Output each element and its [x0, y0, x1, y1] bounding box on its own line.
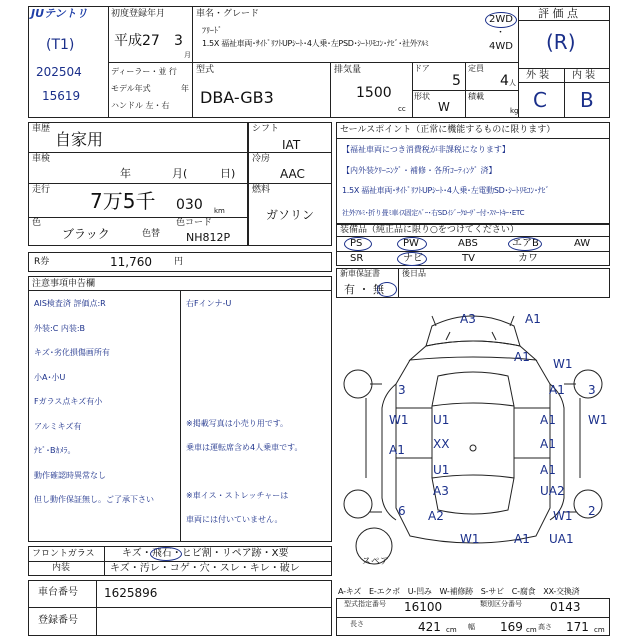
damage-mark: 3	[588, 383, 596, 397]
color-code: NH812P	[186, 231, 231, 244]
displacement-label: 排気量	[334, 65, 362, 75]
shape-value: W	[438, 100, 450, 114]
note-left-7: 動作確認時異常なし	[34, 470, 106, 480]
notes-title: 注意事項申告欄	[32, 279, 96, 289]
note-right-8: ※車イス・ストレッチャーは	[186, 491, 289, 500]
damage-mark: W1	[460, 532, 480, 546]
car-damage-diagram	[336, 298, 610, 568]
dealer-model-year-unit: 年	[181, 84, 189, 93]
load-unit: kg	[510, 107, 519, 115]
color-change-label: 色替	[142, 229, 161, 239]
width-unit: cm	[526, 626, 537, 634]
note-left-3: 小A･小U	[34, 372, 66, 382]
capacity-unit: 人	[509, 79, 516, 87]
model-name: ﾌﾘｰﾄﾞ	[202, 26, 222, 35]
capacity-value: 4	[500, 73, 509, 89]
length-value: 421	[418, 620, 441, 634]
damage-mark: W1	[588, 413, 608, 427]
displacement-value: 1500	[356, 85, 392, 101]
length-unit: cm	[446, 626, 457, 634]
displacement-unit: cc	[398, 105, 406, 113]
drive-dot: ・	[496, 28, 506, 38]
class-number-label: 類別区分番号	[480, 600, 522, 608]
equip-abs: ABS	[458, 238, 478, 249]
type-number-value: 16100	[404, 600, 443, 614]
equipment-title: 装備品（純正品に限り○をつけてください）	[340, 225, 519, 235]
equip-ps-circle	[344, 237, 372, 251]
damage-mark: A3	[433, 484, 449, 498]
note-left-4: Fガラス点キズ有小	[34, 397, 103, 406]
equip-pw: PW	[403, 238, 419, 249]
equip-sr: SR	[350, 253, 364, 264]
equip-leather: カワ	[518, 253, 538, 264]
warranty-label: 新車保証書	[340, 269, 380, 278]
damage-mark: W1	[553, 357, 573, 371]
damage-mark: 2	[588, 504, 596, 518]
score-label: 評 価 点	[538, 7, 578, 20]
recycle-unit: 円	[174, 257, 184, 267]
stone-chip-circle	[150, 547, 182, 561]
color-value: ブラック	[62, 227, 110, 241]
equip-navi-circle	[397, 252, 427, 266]
damage-mark: A1	[514, 532, 530, 546]
score-value: (R)	[546, 30, 576, 54]
note-left-6: ﾅﾋﾞ･Bｶﾒﾗ｡	[34, 446, 72, 455]
usage-label: 車歴	[32, 124, 51, 134]
damage-mark: UA1	[549, 532, 574, 546]
doors-label: ドア	[414, 64, 430, 73]
mileage-unit: km	[214, 207, 225, 215]
shift-value: IAT	[282, 138, 301, 152]
height-label: 高さ	[538, 623, 552, 631]
damage-mark: A3	[460, 312, 476, 326]
inspection-year: 年	[120, 167, 131, 180]
sales-points-title: セールスポイント（正常に機能するものに限ります）	[340, 125, 556, 135]
lot-code-1: 202504	[36, 65, 82, 79]
rear-item-label: 後日品	[402, 269, 426, 278]
dealer-line-1: ディーラー・並 行	[111, 67, 177, 76]
damage-mark: A1	[514, 350, 530, 364]
equip-aw: AW	[574, 238, 591, 249]
mileage-label: 走行	[32, 185, 51, 195]
equip-navi: ナビ	[403, 253, 423, 264]
width-value: 169	[500, 620, 523, 634]
inspection-label: 車検	[32, 154, 51, 164]
interior-score: B	[580, 88, 594, 112]
equip-pw-circle	[397, 237, 427, 251]
damage-mark: A1	[540, 413, 556, 427]
note-right-9: 車両には付いていません。	[186, 515, 283, 524]
warranty-value: 有 ・ 無	[344, 283, 384, 296]
ac-label: 冷房	[252, 154, 271, 164]
registration-month-unit: 月	[184, 51, 191, 59]
warranty-none-circle	[377, 282, 397, 297]
damage-mark: UA2	[540, 484, 565, 498]
dealer-model-year-label: モデル年式	[111, 84, 151, 93]
note-right-6: 乗車は運転席含め4人乗車です。	[186, 443, 303, 452]
height-value: 171	[566, 620, 589, 634]
model-label: 車名・グレード	[196, 9, 260, 19]
equip-ps: PS	[350, 238, 363, 249]
lot-prefix: (T1)	[46, 37, 75, 53]
model-grade: 1.5X 福祉車両･ｻｲﾄﾞﾘﾌﾄUPｼｰﾄ･4人乗･左PSD･ｼｰﾄﾘﾓｺﾝ･ﾅﾋﾞ･社外ｱﾙﾐ	[202, 39, 429, 48]
chassis-label: 車台番号	[38, 587, 78, 598]
note-left-8: 但し動作保証無し。ご了承下さい	[34, 495, 154, 504]
mileage-value: 7万5千	[90, 189, 156, 213]
type-label: 型式	[196, 65, 215, 75]
front-glass-label: フロントガラス	[32, 549, 95, 559]
damage-mark: A1	[540, 463, 556, 477]
drive-4wd: 4WD	[489, 41, 513, 52]
damage-mark: A2	[428, 509, 444, 523]
damage-mark: 6	[398, 504, 406, 518]
registration-era: 平成27	[114, 33, 160, 49]
recycle-value: 11,760	[110, 255, 152, 269]
damage-mark: A1	[389, 443, 405, 457]
equip-airbag: エアB	[512, 238, 539, 249]
sales-point-3: 1.5X 福祉車両･ｻｲﾄﾞﾘﾌﾄUPｼｰﾄ･4人乗･左電動SD･ｼｰﾄﾘﾓｺﾝ･ﾅﾋﾞ	[342, 186, 550, 195]
type-value: DBA-GB3	[200, 88, 274, 107]
height-unit: cm	[594, 626, 605, 634]
shift-label: シフト	[252, 124, 280, 134]
equip-tv: TV	[462, 253, 475, 264]
ac-value: AAC	[280, 167, 305, 181]
sales-point-4: 社外ｱﾙﾐ･折り畳ﾐ車ｲｽ固定ﾊﾞｰ･右SDｲｼﾞｰｸﾛｰｻﾞｰ付･ｽﾏｰﾄｷｰ･ETC	[342, 209, 525, 217]
note-left-5: アルミキズ有	[34, 421, 82, 431]
front-glass-value: キズ・飛石・ヒビ割・リペア跡・X要	[122, 548, 289, 559]
usage-value: 自家用	[55, 130, 104, 149]
chassis-value: 1625896	[104, 586, 158, 600]
registration-label: 初度登録年月	[111, 9, 166, 19]
exterior-score: C	[533, 88, 547, 112]
note-left-1: 外装:C 内装:B	[34, 323, 86, 333]
capacity-label: 定員	[468, 64, 484, 73]
class-number-value: 0143	[550, 600, 581, 614]
sales-point-2: 【内外装ｸﾘｰﾆﾝｸﾞ・補修・各所ｺｰﾃｨﾝｸﾞ 済】	[342, 166, 497, 175]
note-right-5: ※掲載写真は小売り用です。	[186, 419, 289, 428]
registration-month: 3	[174, 33, 183, 49]
interior-line-value: キズ・汚レ・コゲ・穴・スレ・キレ・破レ	[110, 563, 300, 574]
spare-label: スペア	[362, 557, 390, 567]
inspection-day: 日)	[220, 167, 236, 180]
shape-label: 形状	[414, 92, 430, 101]
damage-mark: U1	[433, 413, 450, 427]
damage-mark: A1	[540, 437, 556, 451]
lot-code-2: 15619	[42, 89, 81, 103]
load-label: 積載	[468, 92, 484, 101]
fuel-value: ガソリン	[266, 208, 315, 222]
interior-label: 内 装	[572, 70, 596, 81]
interior-line-label: 内装	[52, 563, 71, 573]
note-right-0: 右Fインナ-U	[186, 299, 232, 308]
damage-mark: 3	[398, 383, 406, 397]
damage-mark: XX	[433, 437, 450, 451]
width-label: 幅	[468, 623, 475, 631]
dealer-handle: ハンドル 左・右	[111, 101, 170, 110]
damage-mark: W1	[553, 509, 573, 523]
note-left-0: AIS検査済 評価点:R	[34, 299, 106, 308]
reg-number-label: 登録番号	[38, 615, 78, 626]
length-label: 長さ	[350, 620, 364, 628]
sales-point-1: 【福祉車両につき消費税が非課税になります】	[342, 145, 510, 154]
equip-airbag-circle	[508, 237, 542, 251]
doors-value: 5	[452, 73, 461, 89]
damage-legend: A-キズ E-エクボ U-凹み W-補修跡 S-サビ C-腐食 XX-交換済	[338, 587, 580, 596]
color-label: 色	[32, 218, 42, 228]
damage-mark: A1	[525, 312, 541, 326]
damage-mark: U1	[433, 463, 450, 477]
exterior-label: 外 装	[526, 70, 550, 81]
color-code-label: 色コード	[176, 218, 213, 228]
damage-mark: W1	[389, 413, 409, 427]
mileage-sub: 030	[176, 197, 203, 213]
note-left-2: キズ･劣化損傷画所有	[34, 348, 110, 357]
recycle-label: R券	[34, 257, 50, 267]
type-number-label: 型式指定番号	[344, 600, 386, 608]
inspection-month: 月(	[172, 167, 188, 180]
drive-2wd: 2WD	[489, 14, 513, 25]
damage-mark: A1	[549, 383, 565, 397]
auction-logo: JUテントリ	[31, 7, 88, 20]
fuel-label: 燃料	[252, 185, 271, 195]
